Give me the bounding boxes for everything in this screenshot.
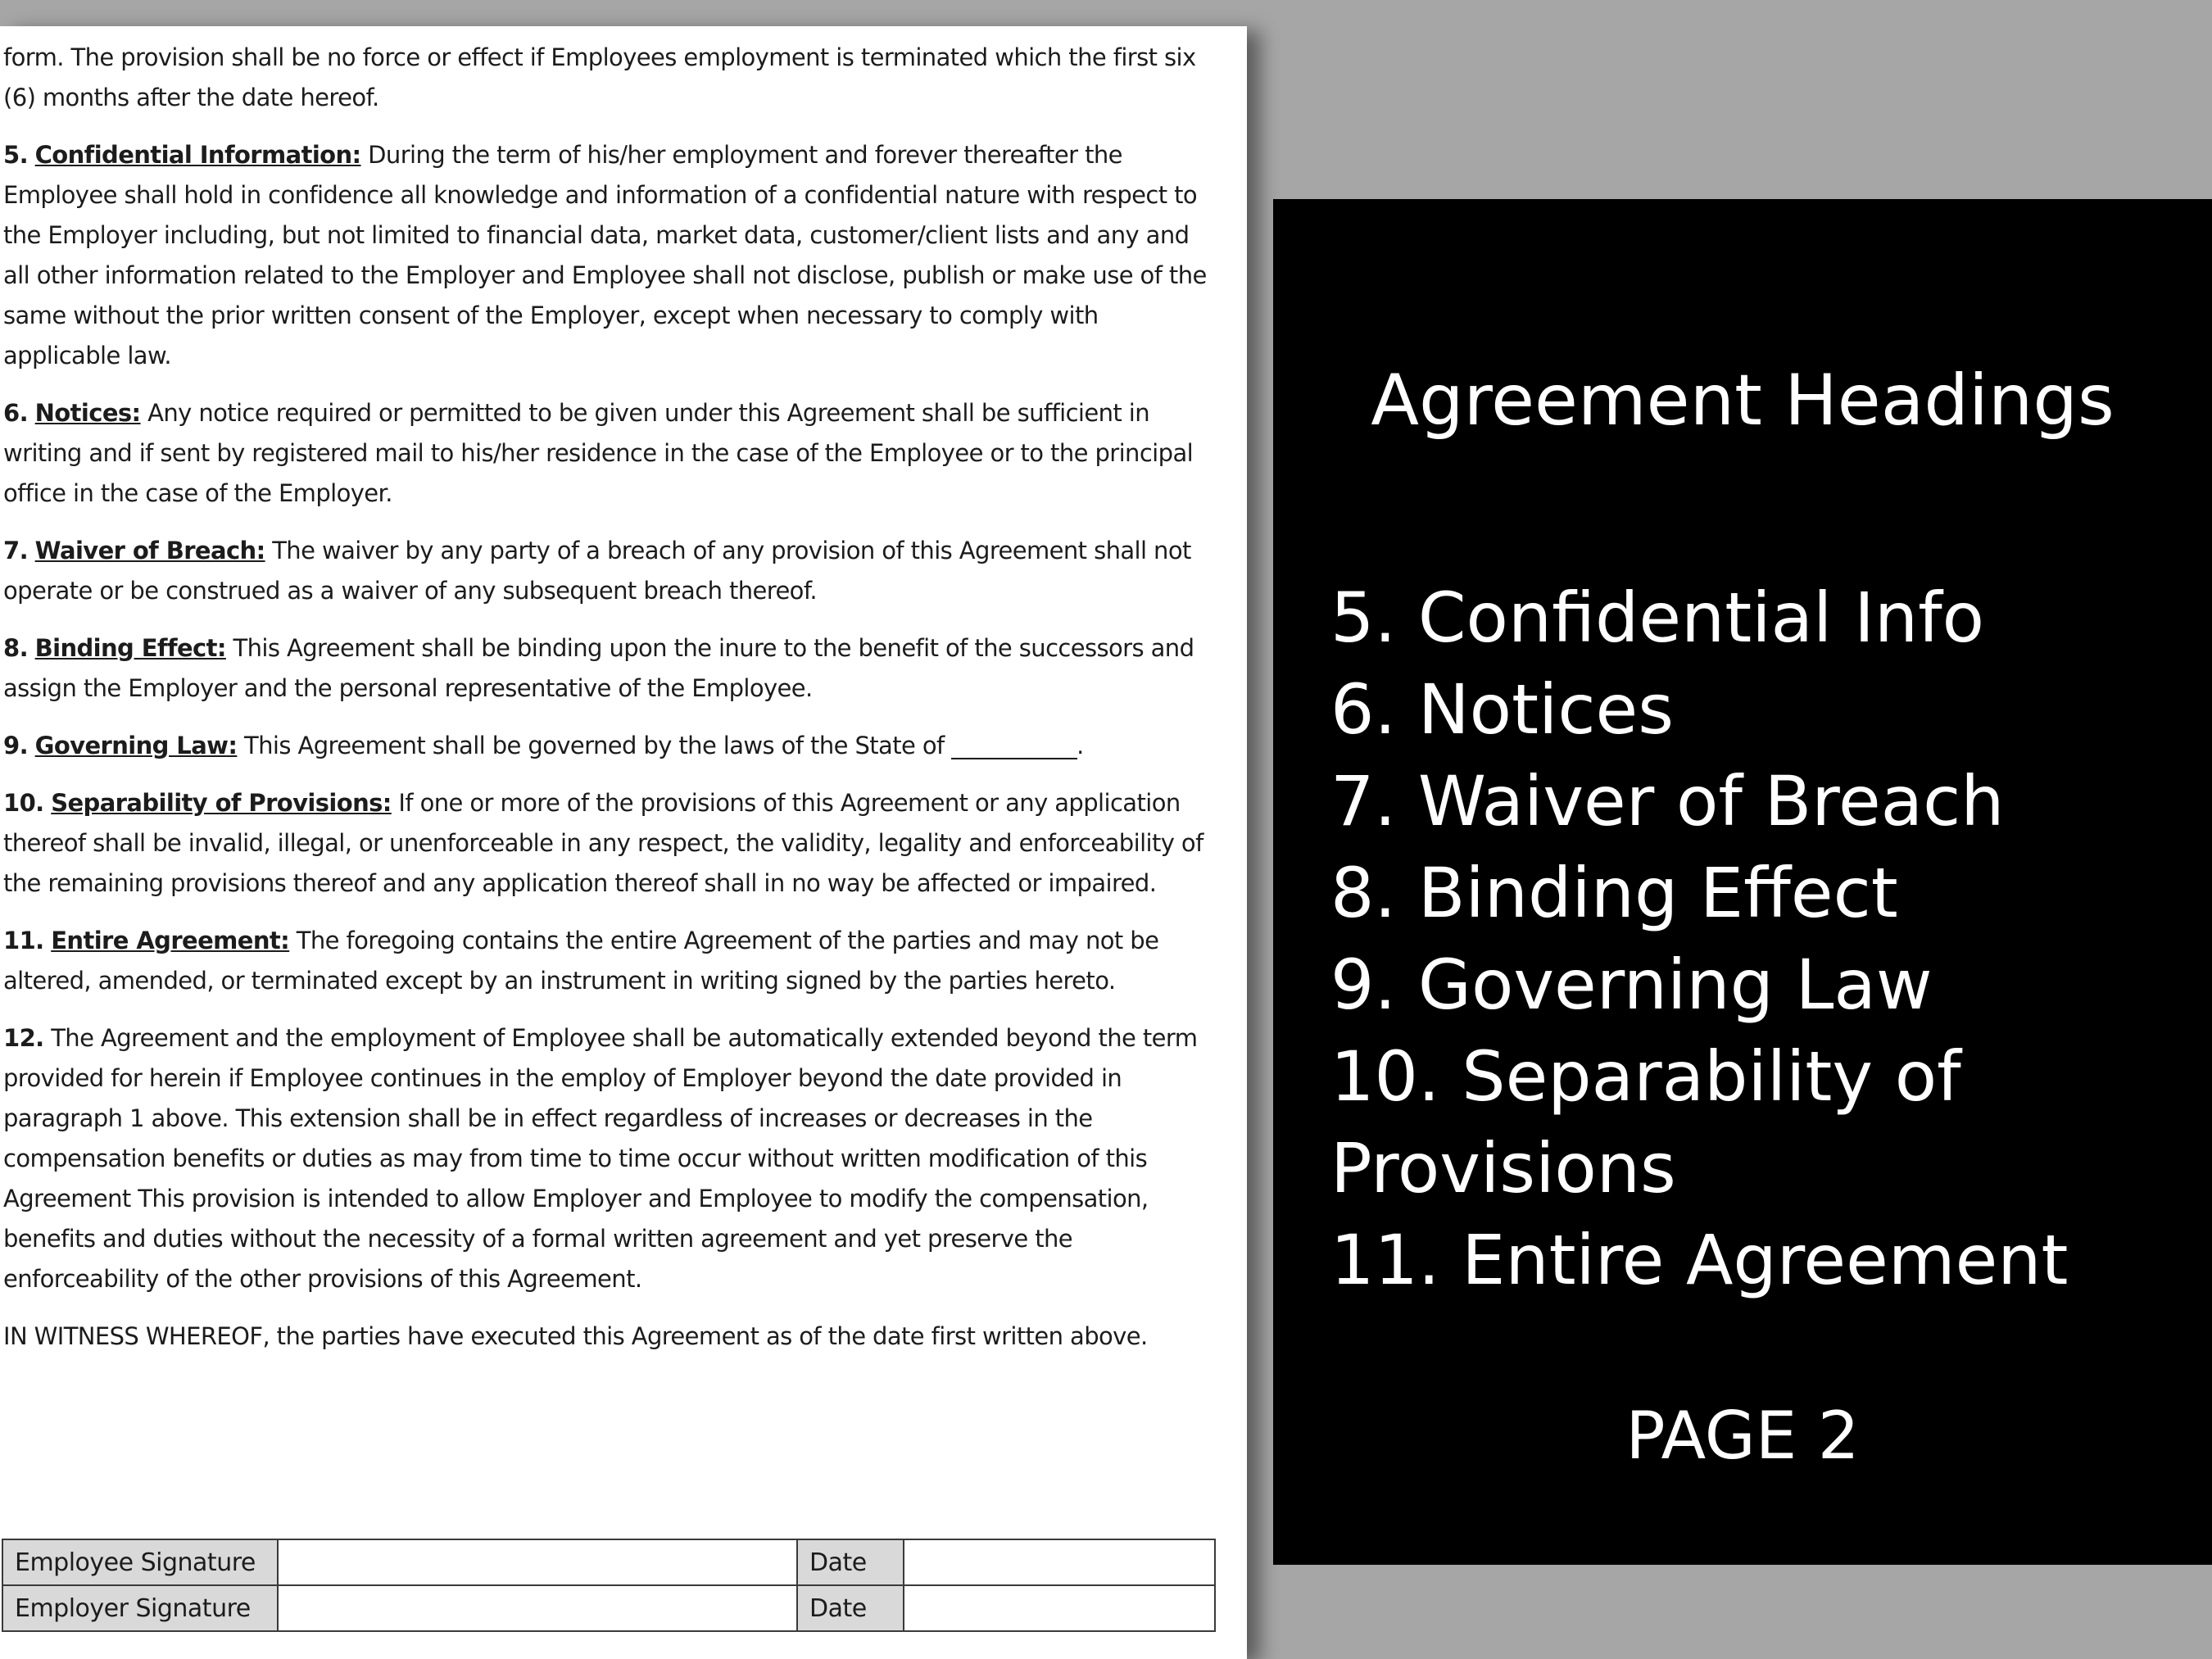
paragraph-6 — [3, 393, 1221, 514]
list-item: 8. Binding Effect — [1330, 853, 1898, 933]
paragraph-body: During the term of his/her employment and forever thereafter the Employee shall hold in confidence all knowledge and information of a confidential nature with respect to the Employer including, but not limited to financial data, market data, customer/client lists and any and all other information related to the Employer and Employee shall not disclose, publish or make use of the same without the prior written consent of the Employer, except when necessary to comply with applicable law. — [3, 141, 1207, 369]
paragraph-body: form. The provision shall be no force or effect if Employees employment is terminated which the first six (6) months after the date hereof. — [3, 43, 1196, 111]
employee-signature-label: Employee Signature — [2, 1539, 278, 1585]
employee-signature-field[interactable] — [278, 1539, 797, 1585]
paragraph-body: The waiver by any party of a breach of any provision of this Agreement shall not operate or be construed as a waiver of any subsequent breach thereof. — [3, 537, 1191, 605]
paragraph-number: 5. — [3, 141, 28, 169]
employer-date-field[interactable] — [904, 1585, 1215, 1631]
list-item: 7. Waiver of Breach — [1330, 761, 2005, 841]
paragraph-5 — [3, 135, 1221, 376]
paragraph-number: 6. — [3, 399, 28, 427]
witness-statement — [3, 1317, 1221, 1357]
paragraph-heading: Waiver of Breach: — [34, 537, 265, 564]
paragraph-number: 11. — [3, 927, 44, 954]
employee-date-field[interactable] — [904, 1539, 1215, 1585]
document-page — [0, 26, 1247, 1659]
paragraph-11 — [3, 921, 1221, 1001]
paragraph-number: 9. — [3, 732, 28, 759]
paragraph-heading: Binding Effect: — [34, 634, 226, 662]
paragraph-number: 12. — [3, 1024, 44, 1052]
paragraph-10 — [3, 783, 1221, 904]
paragraph-12 — [3, 1018, 1221, 1299]
paragraph-heading: Confidential Information: — [34, 141, 361, 169]
document-body — [3, 38, 1221, 1374]
paragraph-number: 7. — [3, 537, 28, 564]
paragraph-heading: Notices: — [34, 399, 141, 427]
table-row — [2, 1585, 1215, 1631]
date-label: Date — [797, 1585, 904, 1631]
paragraph-8 — [3, 628, 1221, 709]
paragraph-9 — [3, 726, 1221, 766]
paragraph-4-continued — [3, 38, 1221, 118]
list-item: 11. Entire Agreement — [1330, 1220, 2069, 1300]
list-item: 9. Governing Law — [1330, 945, 1933, 1025]
employer-signature-field[interactable] — [278, 1585, 797, 1631]
paragraph-body: Any notice required or permitted to be given under this Agreement shall be sufficient in writing and if sent by registered mail to his/her residence in the case of the Employee or to the principal office in the case of the Employer. — [3, 399, 1194, 507]
list-item: 6. Notices — [1330, 669, 1674, 750]
paragraph-number: 10. — [3, 789, 44, 817]
paragraph-body: The foregoing contains the entire Agreement of the parties and may not be altered, amended, or terminated except by an instrument in writing signed by the parties hereto. — [3, 927, 1159, 995]
employer-signature-label: Employer Signature — [2, 1585, 278, 1631]
paragraph-body: IN WITNESS WHEREOF, the parties have executed this Agreement as of the date first written above. — [3, 1322, 1148, 1350]
paragraph-heading: Governing Law: — [34, 732, 238, 759]
paragraph-heading: Separability of Provisions: — [51, 789, 392, 817]
paragraph-body: This Agreement shall be binding upon the inure to the benefit of the successors and assign the Employer and the personal representative of the Employee. — [3, 634, 1194, 702]
paragraph-number: 8. — [3, 634, 28, 662]
signature-table — [2, 1539, 1216, 1632]
date-label: Date — [797, 1539, 904, 1585]
list-item: Provisions — [1330, 1128, 1676, 1208]
list-item: 10. Separability of — [1330, 1036, 1961, 1117]
paragraph-heading: Entire Agreement: — [51, 927, 290, 954]
paragraph-body: The Agreement and the employment of Employee shall be automatically extended beyond the term provided for herein if Employee continues in the employ of Employer beyond the date provided in paragraph 1 above. This extension shall be in effect regardless of increases or decreases in the compensation benefits or duties as may from time to time occur without written modification of this Agreement This provision is intended to allow Employer and Employee to modify the compensation, benefits and duties without the necessity of a formal written agreement and yet preserve the enforceability of the other provisions of this Agreement. — [3, 1024, 1198, 1293]
table-row — [2, 1539, 1215, 1585]
panel-title: Agreement Headings — [1371, 360, 2115, 442]
paragraph-7 — [3, 531, 1221, 611]
headings-panel — [1273, 199, 2212, 1565]
list-item: 5. Confidential Info — [1330, 578, 1985, 658]
heading-list — [1330, 572, 2199, 1306]
paragraph-body: If one or more of the provisions of this Agreement or any application thereof shall be invalid, illegal, or unenforceable in any respect, the validity, legality and enforceability of the remaining provisions thereof and any application thereof shall in no way be affected or impaired. — [3, 789, 1203, 897]
paragraph-body: This Agreement shall be governed by the laws of the State of ___________. — [237, 732, 1084, 759]
page-label: PAGE 2 — [1625, 1398, 1860, 1474]
